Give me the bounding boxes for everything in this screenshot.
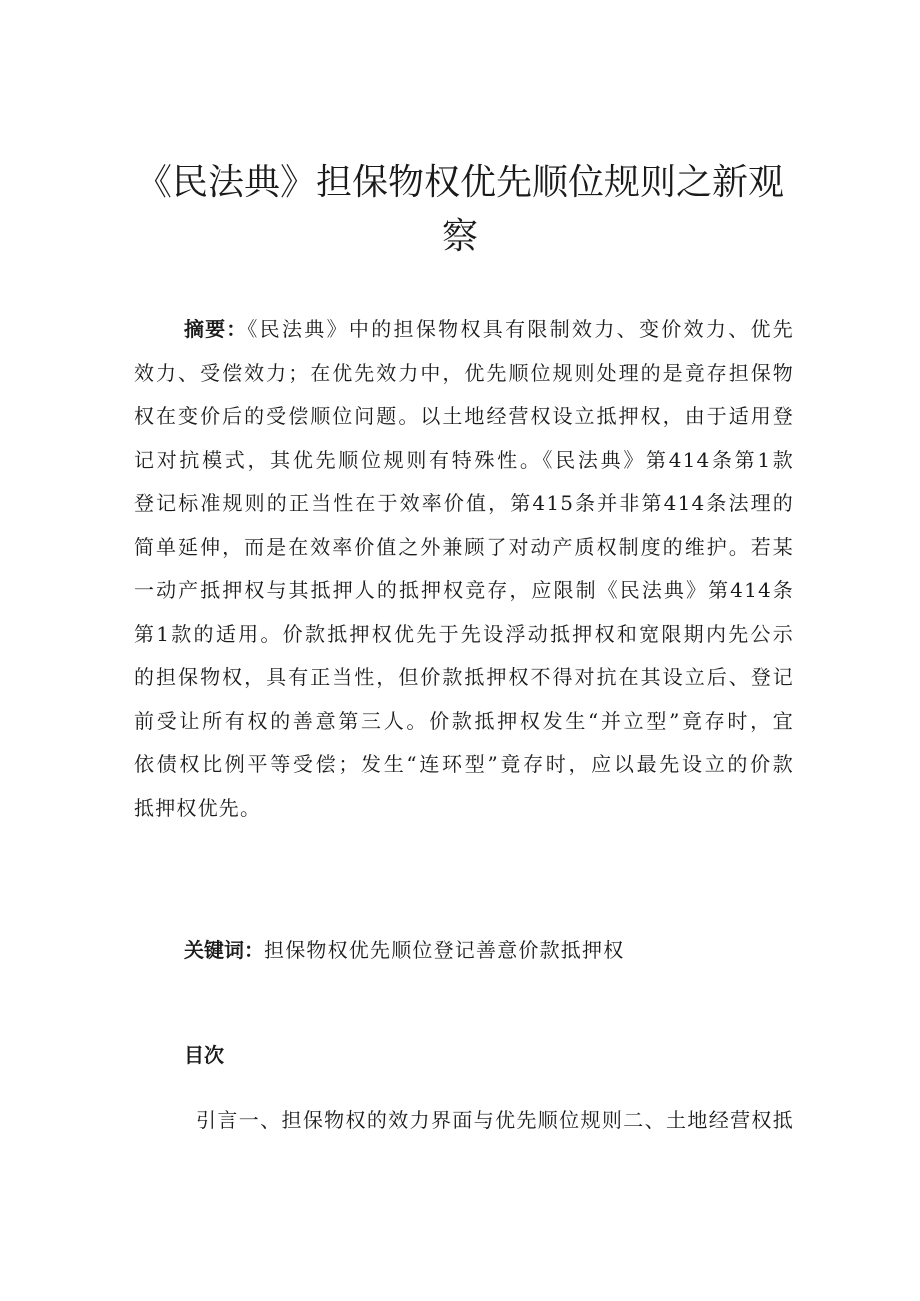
abstract-line: 第1款的适用。价款抵押权优先于先设浮动抵押权和宽限期内先公示 <box>134 621 794 646</box>
keywords-label: 关键词： <box>184 938 264 962</box>
title-line-1: 《民法典》担保物权优先顺位规则之新观 <box>135 162 784 203</box>
abstract-label: 摘要： <box>184 317 248 341</box>
keywords-section <box>184 932 624 968</box>
abstract-line: 依债权比例平等受偿；发生“连环型”竟存时，应以最先设立的价款 <box>134 752 794 776</box>
keywords-text: 担保物权优先顺位登记善意价款抵押权 <box>264 938 625 962</box>
abstract-line: 权在变价后的受偿顺位问题。以土地经营权设立抵押权，由于适用登 <box>134 404 794 428</box>
abstract-line <box>134 308 794 352</box>
abstract-line: 抵押权优先。 <box>134 795 262 820</box>
abstract-line: 简单延伸，而是在效率价值之外兼顾了对动产质权制度的维护。若某 <box>134 534 794 559</box>
abstract-line: 的担保物权，具有正当性，但价款抵押权不得对抗在其设立后、登记 <box>134 665 794 689</box>
toc-text: 引言一、担保物权的效力界面与优先顺位规则二、土地经营权抵 <box>196 1108 794 1132</box>
title-line-2: 察 <box>441 216 478 257</box>
abstract-line: 前受让所有权的善意第三人。价款抵押权发生“并立型”竟存时，宜 <box>134 708 794 733</box>
toc-heading: 目次 <box>184 1043 224 1067</box>
document-title <box>120 156 800 264</box>
abstract-line: 登记标准规则的正当性在于效率价值，第415条并非第414条法理的 <box>134 491 794 515</box>
abstract-line: 记对抗模式，其优先顺位规则有特殊性。《民法典》第414条第1款 <box>134 447 794 472</box>
abstract-line: 一动产抵押权与其抵押人的抵押权竞存，应限制《民法典》第414条 <box>134 578 794 602</box>
abstract-section <box>134 308 794 830</box>
abstract-line: 效力、受偿效力；在优先效力中，优先顺位规则处理的是竟存担保物 <box>134 360 794 385</box>
abstract-line-text: 《民法典》中的担保物权具有限制效力、变价效力、优先 <box>247 317 795 341</box>
